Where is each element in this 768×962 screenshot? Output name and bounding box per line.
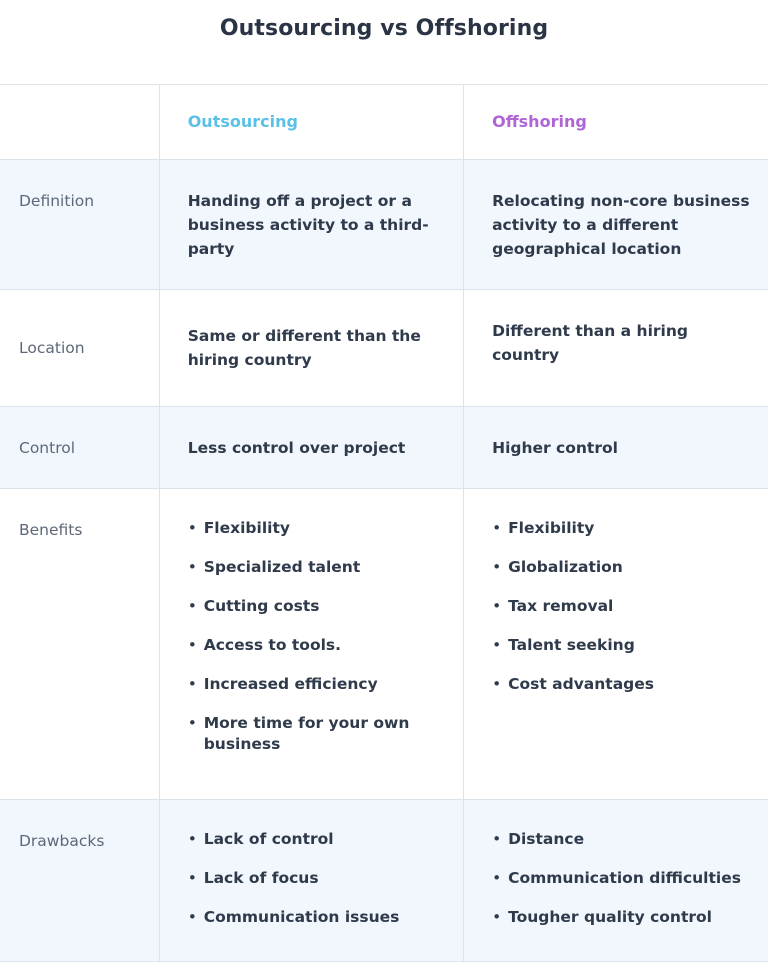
table-header-row (0, 85, 768, 160)
list-item: • Cost advantages (492, 674, 754, 695)
benefits-outsourcing-list (188, 518, 449, 755)
list-item: • Lack of focus (188, 868, 449, 889)
location-outsourcing: Same or different than the hiring country (159, 290, 463, 407)
benefits-outsourcing (159, 489, 463, 800)
control-outsourcing: Less control over project (159, 407, 463, 489)
row-label-benefits: Benefits (0, 489, 159, 800)
row-label-location: Location (0, 290, 159, 407)
list-item: • Tax removal (492, 596, 754, 617)
benefits-offshoring (464, 489, 768, 800)
column-header-outsourcing: Outsourcing (159, 85, 463, 160)
list-item: • Tougher quality control (492, 907, 754, 928)
table-row-location (0, 290, 768, 407)
list-item: • Communication issues (188, 907, 449, 928)
drawbacks-outsourcing (159, 800, 463, 962)
list-item: • Distance (492, 829, 754, 850)
row-label-definition: Definition (0, 160, 159, 290)
list-item: • Increased efficiency (188, 674, 449, 695)
table-row-benefits (0, 489, 768, 800)
list-item: • Specialized talent (188, 557, 449, 578)
column-header-offshoring: Offshoring (464, 85, 768, 160)
list-item: • More time for your own business (188, 713, 449, 755)
header-empty-cell (0, 85, 159, 160)
row-label-control: Control (0, 407, 159, 489)
list-item: • Lack of control (188, 829, 449, 850)
page-title: Outsourcing vs Offshoring (219, 16, 549, 41)
table-row-definition (0, 160, 768, 290)
drawbacks-offshoring (464, 800, 768, 962)
drawbacks-outsourcing-list (188, 829, 449, 928)
list-item: • Cutting costs (188, 596, 449, 617)
table-row-drawbacks (0, 800, 768, 962)
definition-outsourcing: Handing off a project or a business activity to a third-party (159, 160, 463, 290)
list-item: • Flexibility (188, 518, 449, 539)
comparison-table (0, 84, 768, 962)
table-row-control (0, 407, 768, 489)
list-item: • Globalization (492, 557, 754, 578)
list-item: • Communication difficulties (492, 868, 754, 889)
benefits-offshoring-list (492, 518, 754, 695)
location-offshoring: Different than a hiring country (464, 290, 768, 407)
list-item: • Access to tools. (188, 635, 449, 656)
definition-offshoring: Relocating non-core business activity to a different geographical location (464, 160, 768, 290)
list-item: • Flexibility (492, 518, 754, 539)
drawbacks-offshoring-list (492, 829, 754, 928)
list-item: • Talent seeking (492, 635, 754, 656)
row-label-drawbacks: Drawbacks (0, 800, 159, 962)
control-offshoring: Higher control (464, 407, 768, 489)
